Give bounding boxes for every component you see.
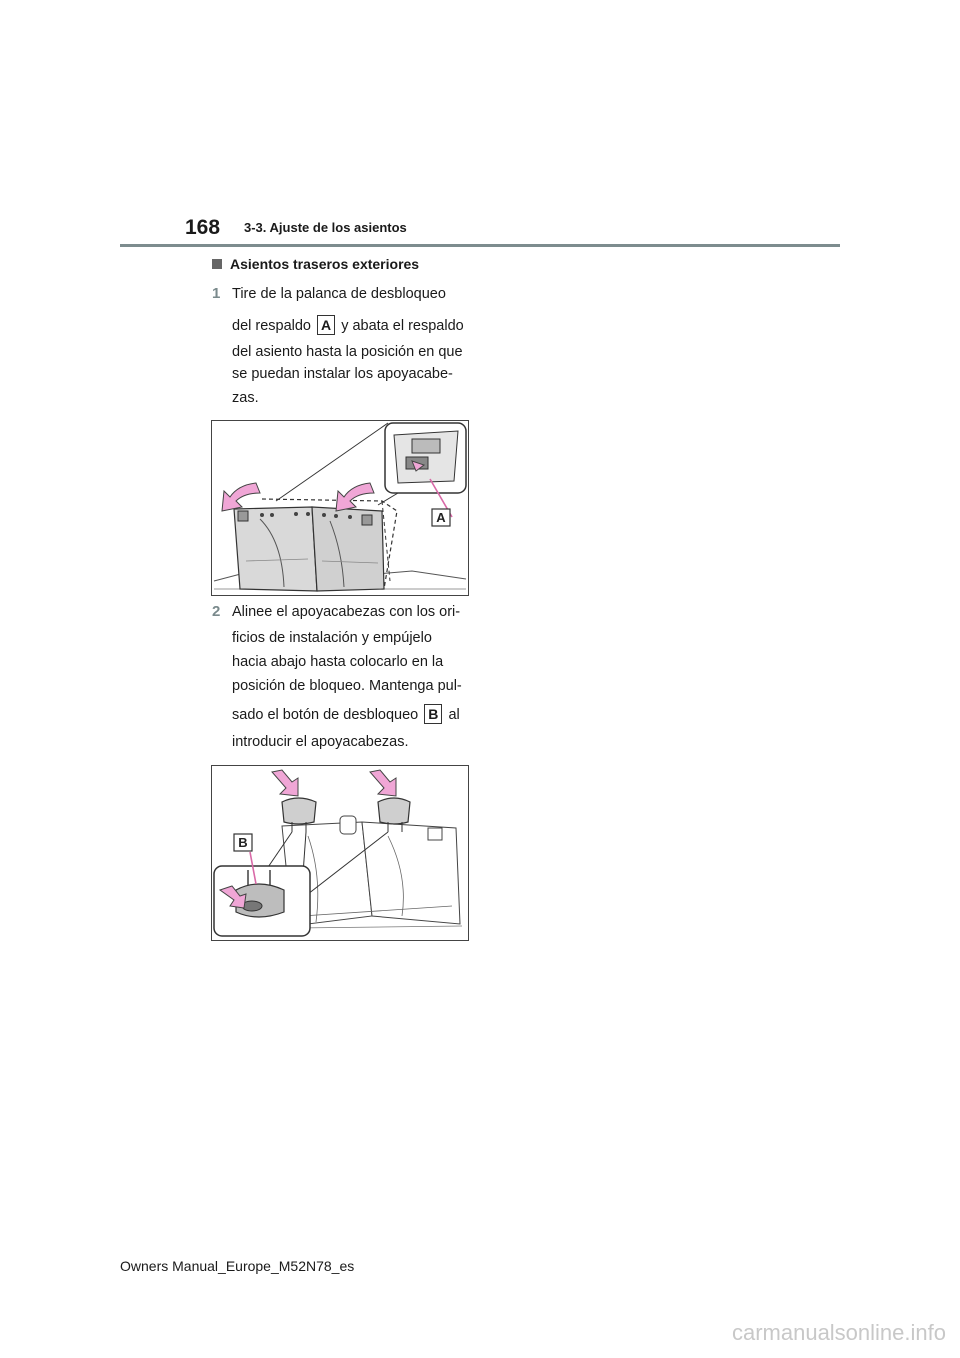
section-title: 3-3. Ajuste de los asientos — [244, 220, 407, 235]
step-2-line-2: ficios de instalación y empújelo — [232, 630, 432, 646]
figure-seat-fold — [211, 420, 469, 596]
step-1-line-2-tail: y abata el respaldo — [341, 318, 464, 334]
headrest-illustration — [212, 766, 468, 940]
push-arrow-left-icon — [272, 770, 298, 796]
step-2-line-5-tail: al — [448, 707, 460, 723]
step-2-line-3: hacia abajo hasta colocarlo en la — [232, 654, 444, 670]
push-arrow-right-icon — [370, 770, 396, 796]
step-1-line-2 — [232, 315, 464, 335]
step-2-line-6: introducir el apoyacabezas. — [232, 734, 409, 750]
headrest-right-icon — [378, 798, 410, 824]
fold-arrow-left-icon — [222, 483, 260, 511]
headrest-left-icon — [282, 798, 316, 824]
figure-headrest-install — [211, 765, 469, 941]
fold-arrow-right-icon — [336, 483, 374, 511]
step-1-line-3: del asiento hasta la posición en que — [232, 344, 463, 360]
section-heading — [212, 256, 419, 272]
seat-fold-illustration — [212, 421, 468, 595]
step-2-number: 2 — [212, 603, 221, 620]
section-heading-text: Asientos traseros exteriores — [230, 256, 420, 272]
step-2-line-1: Alinee el apoyacabezas con los ori- — [232, 604, 461, 620]
step-2-line-4: posición de bloqueo. Mantenga pul- — [232, 678, 462, 694]
center-seatback — [312, 507, 384, 591]
label-b-text: B — [238, 835, 248, 850]
header-divider — [120, 244, 840, 247]
key-b-box: B — [424, 704, 442, 724]
label-a-text: A — [436, 510, 446, 525]
key-a-box: A — [317, 315, 335, 335]
footer-manual-id: Owners Manual_Europe_M52N78_es — [120, 1258, 355, 1274]
step-1-number: 1 — [212, 285, 221, 302]
step-1-line-1: Tire de la palanca de desbloqueo — [232, 286, 446, 302]
step-1-line-2-text: del respaldo — [232, 318, 311, 334]
step-2-line-5 — [232, 704, 460, 724]
watermark: carmanualsonline.info — [731, 1320, 946, 1345]
square-bullet-icon — [212, 259, 222, 269]
step-1-line-5: zas. — [232, 390, 259, 406]
step-2-line-5-text: sado el botón de desbloqueo — [232, 707, 419, 723]
page-number: 168 — [185, 216, 221, 239]
step-1-line-4: se puedan instalar los apoyacabe- — [232, 366, 453, 382]
